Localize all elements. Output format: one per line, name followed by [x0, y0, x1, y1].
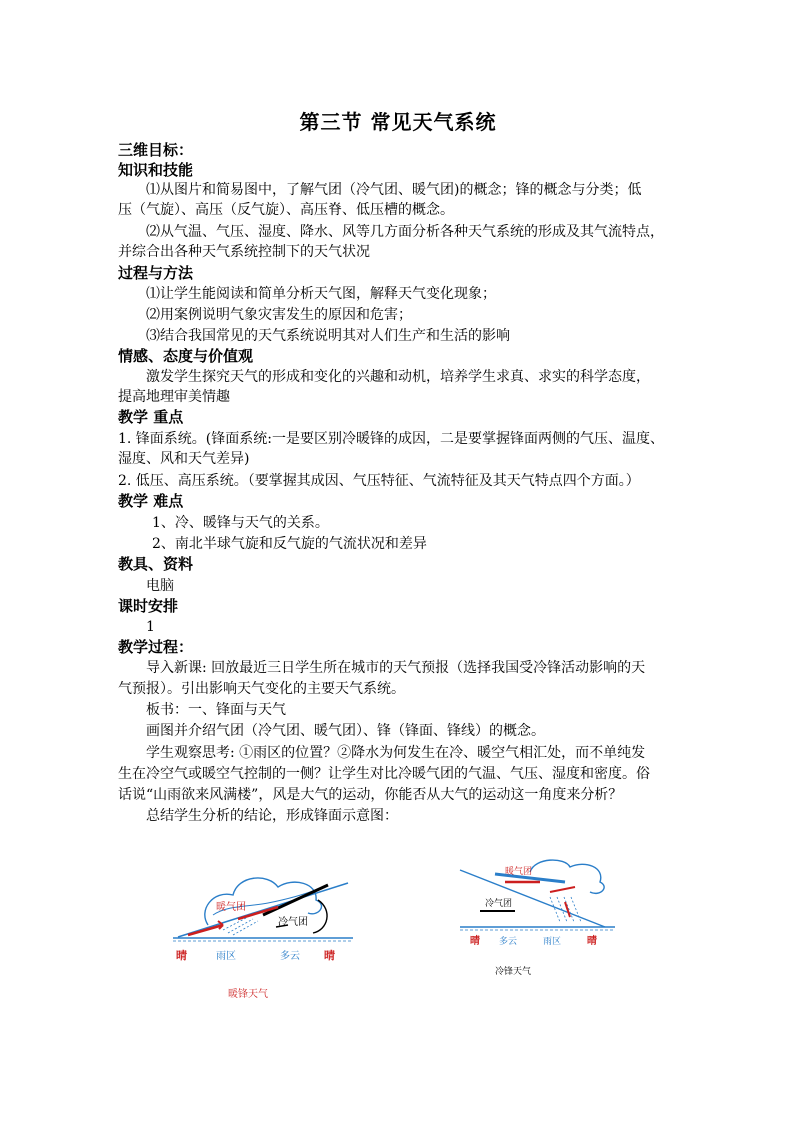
process-item-1: ⑴让学生能阅读和简单分析天气图，解释天气变化现象；	[146, 286, 496, 302]
difficulty-heading: 教学 难点	[118, 492, 184, 510]
procedure-observe: 学生观察思考: ①雨区的位置？②降水为何发生在冷、暖空气相汇处，而不单纯发	[146, 745, 646, 761]
cold-sunny-left-label: 晴	[470, 936, 480, 947]
difficulty-1: 1、冷、暖锋与天气的关系。	[152, 515, 329, 531]
warm-front-illustration	[168, 855, 358, 1005]
cold-cloudy-label: 多云	[499, 937, 518, 947]
warm-mass-label: 暖气团	[216, 902, 246, 913]
cold-mass-label: 冷气团	[278, 917, 308, 928]
knowledge-item-2-cont: 并综合出各种天气系统控制下的天气状况	[118, 244, 370, 260]
emotion-item-cont: 提高地理审美情趣	[118, 389, 230, 405]
sunny-left-label: 晴	[176, 949, 187, 962]
hours-heading: 课时安排	[118, 597, 179, 615]
procedure-intro-cont: 气预报）。引出影响天气变化的主要天气系统。	[118, 681, 405, 697]
emotion-heading: 情感、态度与价值观	[118, 347, 254, 365]
procedure-heading: 教学过程：	[118, 638, 194, 656]
warm-front-caption: 暖锋天气	[228, 989, 268, 1000]
cold-rain-zone-label: 雨区	[543, 937, 562, 947]
key-points-heading: 教学 重点	[118, 408, 184, 426]
knowledge-item-2: ⑵从气温、气压、湿度、降水、风等几方面分析各种天气系统的形成及其气流特点，	[146, 224, 664, 240]
procedure-observe-cont2: 话说“山雨欲来风满楼”，风是大气的运动，你能否从大气的运动这一角度来分析？	[118, 787, 623, 803]
tools-item: 电脑	[146, 578, 174, 594]
process-item-3: ⑶结合我国常见的天气系统说明其对人们生产和生活的影响	[146, 328, 510, 344]
tools-heading: 教具、资料	[118, 555, 194, 573]
key-point-1-cont: 湿度、风和天气差异)	[118, 451, 250, 467]
process-item-2: ⑵用案例说明气象灾害发生的原因和危害；	[146, 307, 412, 323]
goals-heading: 三维目标：	[118, 141, 194, 159]
procedure-intro: 导入新课: 回放最近三日学生所在城市的天气预报（选择我国受冷锋活动影响的天	[146, 660, 646, 676]
procedure-summary: 总结学生分析的结论，形成锋面示意图：	[146, 808, 398, 824]
page-title: 第三节 常见天气系统	[299, 110, 497, 134]
process-heading: 过程与方法	[118, 264, 194, 282]
hours-item: 1	[146, 619, 155, 635]
difficulty-2: 2、南北半球气旋和反气旋的气流状况和差异	[152, 536, 427, 552]
knowledge-item-1-cont: 压（气旋）、高压（反气旋）、高压脊、低压槽的概念。	[118, 202, 454, 218]
board-note: 板书：一、锋面与天气	[146, 702, 286, 718]
cold-front-diagram	[455, 852, 620, 982]
procedure-observe-cont1: 生在冷空气或暖空气控制的一侧？让学生对比冷暖气团的气温、气压、湿度和密度。俗	[118, 766, 650, 782]
cold-cold-mass-label: 冷气团	[485, 899, 513, 909]
sunny-right-label: 晴	[324, 949, 335, 962]
knowledge-item-1: ⑴从图片和简易图中，了解气团（冷气团、暖气团)的概念；锋的概念与分类；低	[146, 182, 642, 198]
warm-front-diagram	[168, 855, 358, 1005]
rain-zone-label: 雨区	[216, 951, 236, 962]
key-point-2: 2. 低压、高压系统。（要掌握其成因、气压特征、气流特征及其天气特点四个方面。）	[118, 473, 640, 489]
procedure-draw: 画图并介绍气团（冷气团、暖气团）、锋（锋面、锋线）的概念。	[146, 723, 545, 739]
knowledge-heading: 知识和技能	[118, 161, 194, 179]
cloudy-label: 多云	[280, 951, 300, 962]
emotion-item: 激发学生探究天气的形成和变化的兴趣和动机，培养学生求真、求实的科学态度，	[146, 369, 650, 385]
cold-front-caption: 冷锋天气	[495, 967, 532, 977]
cold-front-illustration	[455, 852, 620, 982]
cold-sunny-right-label: 晴	[587, 936, 597, 947]
key-point-1: 1. 锋面系统。(锋面系统:一是要区别冷暖锋的成因，二是要掌握锋面两侧的气压、温度、	[118, 431, 664, 447]
cold-warm-mass-label: 暖气团	[505, 867, 533, 877]
